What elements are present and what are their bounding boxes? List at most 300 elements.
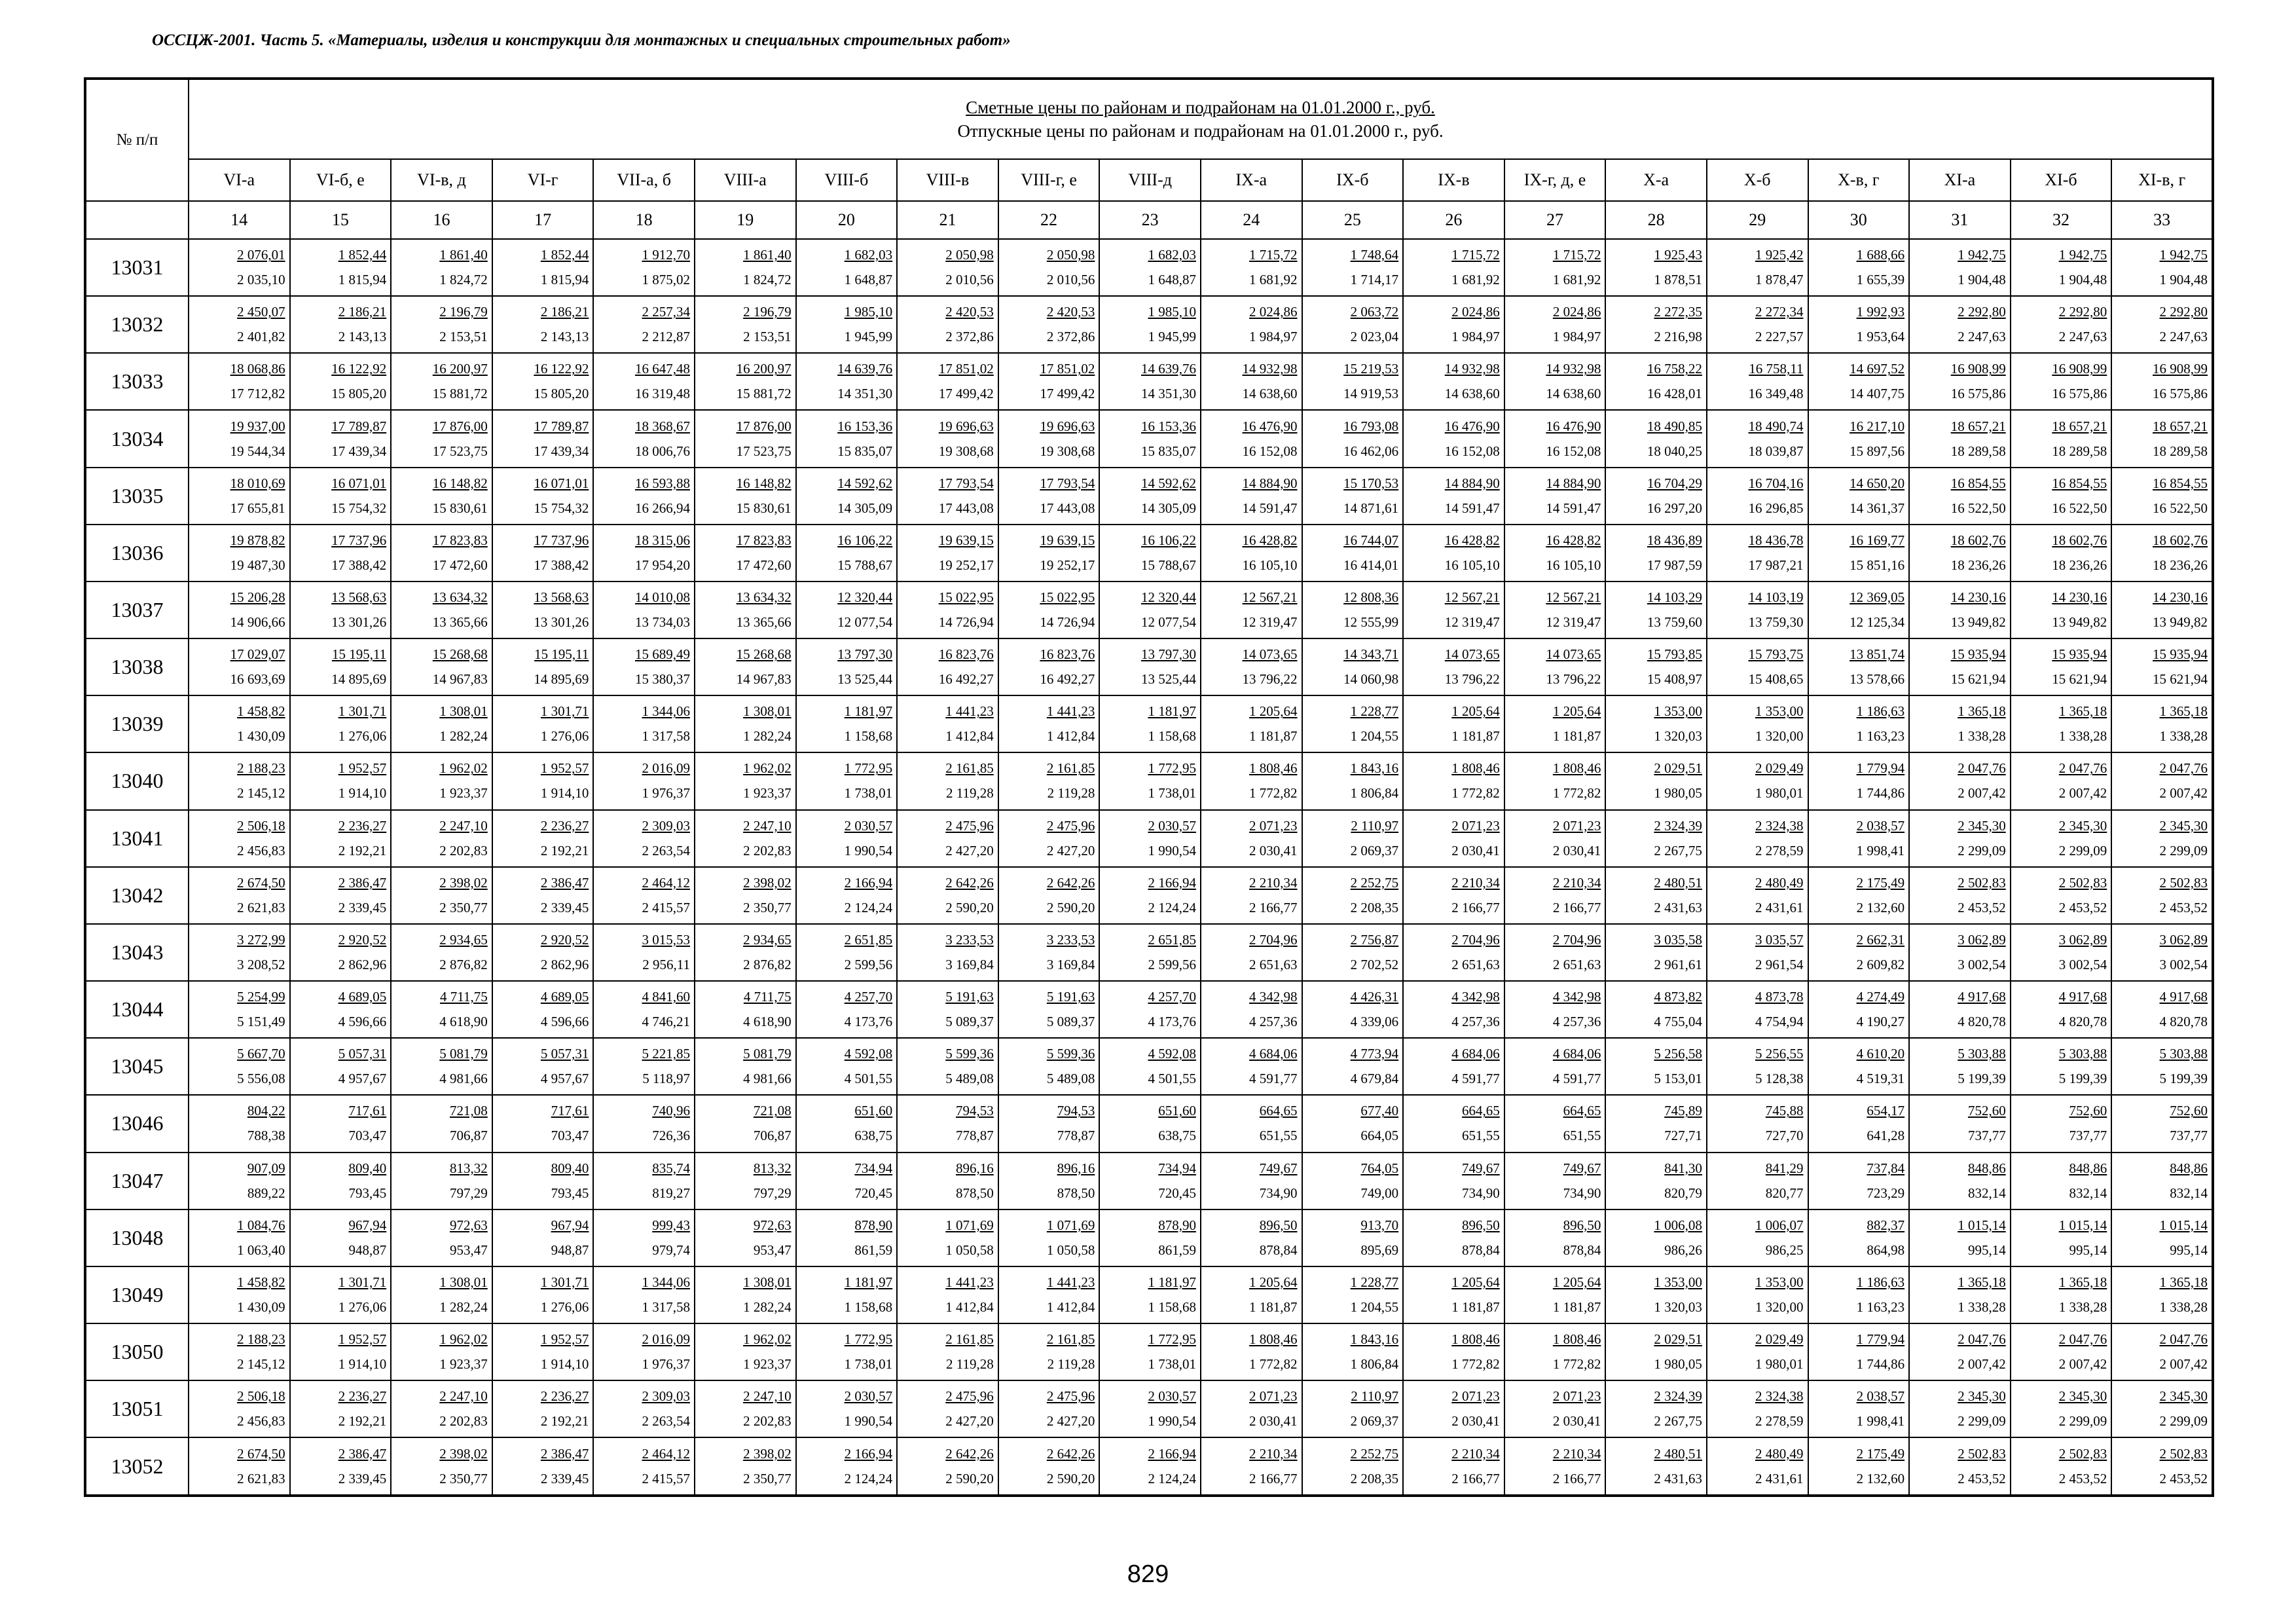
estimate-price: 2 166,94 <box>844 874 893 891</box>
price-cell <box>1909 1266 2011 1323</box>
release-price: 1 158,68 <box>1148 728 1196 745</box>
release-price: 995,14 <box>2069 1242 2107 1258</box>
price-cell <box>1605 296 1707 353</box>
price-cell <box>189 1038 290 1095</box>
price-cell <box>1605 525 1707 581</box>
release-price: 1 276,06 <box>338 728 387 745</box>
estimate-price: 2 166,94 <box>1148 874 1196 891</box>
price-cell <box>1201 239 1302 296</box>
price-cell <box>2111 581 2213 638</box>
column-number: 30 <box>1808 201 1910 239</box>
release-price: 2 166,77 <box>1451 899 1500 915</box>
estimate-price: 1 912,70 <box>642 247 690 263</box>
release-price: 17 987,59 <box>1647 557 1702 573</box>
release-price: 1 282,24 <box>743 1299 792 1315</box>
release-price: 16 575,86 <box>2052 386 2107 402</box>
release-price: 2 208,35 <box>1350 1470 1399 1486</box>
price-cell <box>1808 296 1910 353</box>
release-price: 15 835,07 <box>837 443 893 459</box>
release-price: 18 236,26 <box>2052 557 2107 573</box>
release-price: 2 427,20 <box>945 842 994 858</box>
price-cell <box>1403 695 1504 752</box>
release-price: 15 621,94 <box>1950 671 2006 688</box>
price-cell <box>1808 1038 1910 1095</box>
release-price: 2 132,60 <box>1856 1470 1905 1486</box>
price-cell <box>1302 638 1404 695</box>
price-cell <box>391 638 492 695</box>
price-cell <box>2111 1209 2213 1266</box>
price-cell <box>1099 581 1201 638</box>
estimate-price: 2 642,26 <box>945 1445 994 1462</box>
release-price: 1 824,72 <box>743 272 792 288</box>
release-price: 1 875,02 <box>642 272 690 288</box>
estimate-price: 1 962,02 <box>743 1331 792 1348</box>
price-cell <box>998 239 1100 296</box>
release-price: 16 575,86 <box>1950 386 2006 402</box>
estimate-price: 1 181,97 <box>844 703 893 720</box>
price-cell <box>796 525 898 581</box>
estimate-price: 14 884,90 <box>1444 475 1500 491</box>
price-cell <box>391 752 492 809</box>
price-cell <box>1302 810 1404 867</box>
release-price: 2 007,42 <box>1958 1356 2006 1373</box>
price-cell <box>391 981 492 1038</box>
estimate-price: 717,61 <box>551 1103 589 1119</box>
estimate-price: 2 920,52 <box>540 931 589 948</box>
estimate-price: 835,74 <box>652 1160 690 1176</box>
estimate-price: 2 475,96 <box>945 1388 994 1405</box>
price-cell <box>391 353 492 410</box>
release-price: 17 987,21 <box>1748 557 1804 573</box>
release-price: 2 030,41 <box>1249 1413 1298 1430</box>
price-cell <box>695 581 796 638</box>
release-price: 1 976,37 <box>642 1356 690 1373</box>
estimate-price: 16 744,07 <box>1343 532 1399 548</box>
price-cell <box>2111 1323 2213 1380</box>
release-price: 3 002,54 <box>1958 956 2006 972</box>
release-price: 17 443,08 <box>1040 500 1095 516</box>
price-cell <box>391 468 492 525</box>
price-cell <box>1099 1095 1201 1152</box>
price-cell <box>1403 1153 1504 1209</box>
price-cell <box>1605 1095 1707 1152</box>
column-number: 29 <box>1707 201 1808 239</box>
release-price: 17 499,42 <box>1040 386 1095 402</box>
estimate-price: 12 567,21 <box>1546 589 1601 606</box>
price-cell <box>391 581 492 638</box>
item-code: 13049 <box>85 1266 189 1323</box>
estimate-price: 2 050,98 <box>1046 247 1095 263</box>
release-price: 720,45 <box>1158 1185 1196 1201</box>
release-price: 15 805,20 <box>534 386 589 402</box>
estimate-price: 2 502,83 <box>1958 874 2006 891</box>
release-price: 1 953,64 <box>1856 329 1905 345</box>
price-cell <box>695 810 796 867</box>
estimate-price: 664,65 <box>1461 1103 1500 1119</box>
price-cell <box>897 752 998 809</box>
price-cell <box>1403 296 1504 353</box>
estimate-price: 745,89 <box>1664 1103 1702 1119</box>
release-price: 14 919,53 <box>1343 386 1399 402</box>
release-price: 1 158,68 <box>844 1299 893 1315</box>
release-price: 4 339,06 <box>1350 1014 1399 1030</box>
release-price: 2 453,52 <box>2159 899 2208 915</box>
column-number: 21 <box>897 201 998 239</box>
release-price: 2 143,13 <box>338 329 387 345</box>
release-price: 1 998,41 <box>1856 842 1905 858</box>
estimate-price: 16 428,82 <box>1444 532 1500 548</box>
estimate-price: 2 236,27 <box>540 1388 589 1405</box>
release-price: 14 895,69 <box>534 671 589 688</box>
estimate-price: 4 274,49 <box>1856 989 1905 1005</box>
price-cell <box>2111 1437 2213 1496</box>
release-price: 2 862,96 <box>338 956 387 972</box>
price-cell <box>695 695 796 752</box>
release-price: 2 208,35 <box>1350 899 1399 915</box>
table-row <box>85 1153 2213 1209</box>
estimate-price: 18 657,21 <box>1950 418 2006 434</box>
release-price: 832,14 <box>1967 1185 2006 1201</box>
estimate-price: 2 050,98 <box>945 247 994 263</box>
estimate-price: 2 161,85 <box>1046 760 1095 777</box>
price-cell <box>1504 239 1606 296</box>
release-price: 16 428,01 <box>1647 386 1702 402</box>
release-price: 737,77 <box>2069 1128 2107 1144</box>
release-price: 2 431,61 <box>1755 1470 1804 1486</box>
price-cell <box>1504 638 1606 695</box>
release-price: 4 190,27 <box>1856 1014 1905 1030</box>
price-cell <box>796 867 898 924</box>
estimate-price: 2 071,23 <box>1451 817 1500 834</box>
estimate-price: 1 353,00 <box>1755 703 1804 720</box>
price-cell <box>1099 1153 1201 1209</box>
item-code: 13034 <box>85 410 189 467</box>
release-price: 13 949,82 <box>2153 614 2208 631</box>
table-row <box>85 353 2213 410</box>
release-price: 703,47 <box>551 1128 589 1144</box>
price-cell <box>391 1380 492 1437</box>
price-cell <box>1808 410 1910 467</box>
district-header: VII-а, б <box>593 159 695 201</box>
estimate-price: 2 175,49 <box>1856 1445 1905 1462</box>
release-price: 651,55 <box>1563 1128 1601 1144</box>
release-price: 2 599,56 <box>1148 956 1196 972</box>
estimate-price: 16 908,99 <box>1950 361 2006 377</box>
price-cell <box>290 924 392 981</box>
price-cell <box>1201 410 1302 467</box>
estimate-price: 1 861,40 <box>743 247 792 263</box>
release-price: 1 412,84 <box>945 728 994 745</box>
price-cell <box>1201 1209 1302 1266</box>
estimate-price: 14 932,98 <box>1242 361 1298 377</box>
estimate-price: 18 602,76 <box>1950 532 2006 548</box>
estimate-price: 2 166,94 <box>844 1445 893 1462</box>
estimate-price: 13 797,30 <box>837 646 893 663</box>
release-price: 878,50 <box>1057 1185 1095 1201</box>
price-cell <box>1099 1209 1201 1266</box>
price-cell <box>391 239 492 296</box>
table-row <box>85 525 2213 581</box>
release-price: 14 726,94 <box>1040 614 1095 631</box>
page-number: 829 <box>1127 1560 1169 1588</box>
estimate-price: 1 772,95 <box>1148 1331 1196 1348</box>
estimate-price: 16 200,97 <box>736 361 792 377</box>
estimate-price: 1 301,71 <box>540 703 589 720</box>
price-cell <box>998 1437 1100 1496</box>
estimate-price: 717,61 <box>348 1103 387 1119</box>
estimate-price: 1 992,93 <box>1856 304 1905 320</box>
price-cell <box>897 867 998 924</box>
release-price: 1 430,09 <box>237 728 285 745</box>
estimate-price: 2 345,30 <box>2058 817 2107 834</box>
release-price: 2 119,28 <box>946 1356 994 1373</box>
estimate-price: 4 689,05 <box>540 989 589 1005</box>
estimate-price: 1 365,18 <box>2058 703 2107 720</box>
price-cell <box>391 695 492 752</box>
estimate-price: 848,86 <box>2170 1160 2208 1176</box>
release-price: 2 956,11 <box>642 956 690 972</box>
release-price: 1 738,01 <box>844 1356 893 1373</box>
release-price: 2 339,45 <box>338 1470 387 1486</box>
column-number: 24 <box>1201 201 1302 239</box>
release-price: 2 599,56 <box>844 956 893 972</box>
estimate-price: 1 952,57 <box>540 760 589 777</box>
release-price: 16 152,08 <box>1242 443 1298 459</box>
release-price: 986,25 <box>1765 1242 1804 1258</box>
price-cell <box>1201 981 1302 1038</box>
estimate-price: 14 073,65 <box>1242 646 1298 663</box>
price-cell <box>1201 924 1302 981</box>
estimate-price: 4 873,78 <box>1755 989 1804 1005</box>
price-cell <box>1707 1038 1808 1095</box>
release-price: 749,00 <box>1360 1185 1399 1201</box>
release-price: 14 060,98 <box>1343 671 1399 688</box>
district-header: VI-б, е <box>290 159 392 201</box>
district-header: VIII-а <box>695 159 796 201</box>
price-cell <box>1605 1266 1707 1323</box>
price-cell <box>1808 695 1910 752</box>
estimate-price: 1 365,18 <box>1958 1274 2006 1290</box>
release-price: 4 679,84 <box>1350 1071 1399 1087</box>
price-cell <box>897 468 998 525</box>
estimate-price: 5 191,63 <box>1046 989 1095 1005</box>
estimate-price: 913,70 <box>1360 1217 1399 1233</box>
release-price: 2 192,21 <box>338 842 387 858</box>
estimate-price: 2 024,86 <box>1552 304 1601 320</box>
price-cell <box>2111 239 2213 296</box>
release-price: 17 439,34 <box>331 443 387 459</box>
price-cell <box>1707 810 1808 867</box>
estimate-price: 16 153,36 <box>1140 418 1196 434</box>
estimate-price: 841,29 <box>1765 1160 1804 1176</box>
estimate-price: 14 230,16 <box>2052 589 2107 606</box>
release-price: 2 023,04 <box>1350 329 1399 345</box>
release-price: 4 257,36 <box>1249 1014 1298 1030</box>
estimate-price: 1 808,46 <box>1249 1331 1298 1348</box>
item-code: 13046 <box>85 1095 189 1152</box>
estimate-price: 2 038,57 <box>1856 817 1905 834</box>
price-cell <box>897 1038 998 1095</box>
price-cell <box>1302 296 1404 353</box>
price-cell <box>897 1380 998 1437</box>
estimate-price: 813,32 <box>450 1160 488 1176</box>
release-price: 2 350,77 <box>439 1470 488 1486</box>
release-price: 2 350,77 <box>743 1470 792 1486</box>
estimate-price: 17 876,00 <box>432 418 488 434</box>
price-cell <box>189 1380 290 1437</box>
estimate-price: 745,88 <box>1765 1103 1804 1119</box>
price-cell <box>1403 1266 1504 1323</box>
release-price: 2 350,77 <box>743 899 792 915</box>
estimate-price: 2 480,51 <box>1654 874 1702 891</box>
release-price: 2 431,61 <box>1755 899 1804 915</box>
estimate-price: 878,90 <box>1158 1217 1196 1233</box>
price-cell <box>1302 1209 1404 1266</box>
release-price: 14 638,60 <box>1444 386 1500 402</box>
estimate-price: 752,60 <box>2069 1103 2107 1119</box>
estimate-price: 2 674,50 <box>237 874 285 891</box>
estimate-price: 734,94 <box>854 1160 893 1176</box>
price-cell <box>492 867 594 924</box>
estimate-price: 3 015,53 <box>642 931 690 948</box>
estimate-price: 1 015,14 <box>2159 1217 2208 1233</box>
release-price: 13 796,22 <box>1546 671 1601 688</box>
estimate-price: 752,60 <box>1967 1103 2006 1119</box>
table-row <box>85 1437 2213 1496</box>
estimate-price: 4 917,68 <box>2159 989 2208 1005</box>
estimate-price: 2 272,35 <box>1654 304 1702 320</box>
release-price: 4 746,21 <box>642 1014 690 1030</box>
estimate-price: 2 506,18 <box>237 1388 285 1405</box>
estimate-price: 999,43 <box>652 1217 690 1233</box>
estimate-price: 12 320,44 <box>1140 589 1196 606</box>
estimate-price: 15 793,85 <box>1647 646 1702 663</box>
release-price: 4 257,36 <box>1451 1014 1500 1030</box>
price-cell <box>998 867 1100 924</box>
release-price: 2 278,59 <box>1755 842 1804 858</box>
release-price: 651,55 <box>1461 1128 1500 1144</box>
release-price: 18 289,58 <box>2052 443 2107 459</box>
price-cell <box>796 353 898 410</box>
release-price: 1 815,94 <box>338 272 387 288</box>
estimate-price: 734,94 <box>1158 1160 1196 1176</box>
release-price: 2 202,83 <box>743 842 792 858</box>
release-price: 2 590,20 <box>945 899 994 915</box>
price-cell <box>1605 1038 1707 1095</box>
estimate-price: 2 161,85 <box>1046 1331 1095 1348</box>
release-price: 4 755,04 <box>1654 1014 1702 1030</box>
release-price: 2 263,54 <box>642 1413 690 1430</box>
price-cell <box>391 410 492 467</box>
release-price: 2 202,83 <box>743 1413 792 1430</box>
estimate-price: 721,08 <box>450 1103 488 1119</box>
estimate-price: 16 148,82 <box>736 475 792 491</box>
release-price: 861,59 <box>1158 1242 1196 1258</box>
estimate-price: 4 773,94 <box>1350 1046 1399 1062</box>
release-price: 2 166,77 <box>1552 899 1601 915</box>
price-cell <box>796 410 898 467</box>
release-price: 1 648,87 <box>1148 272 1196 288</box>
running-header: ОССЦЖ-2001. Часть 5. «Материалы, изделия и конструкции для монтажных и специальных строительных работ» <box>152 31 1011 49</box>
estimate-price: 1 682,03 <box>844 247 893 263</box>
estimate-price: 794,53 <box>1057 1103 1095 1119</box>
release-price: 16 105,10 <box>1444 557 1500 573</box>
price-cell <box>1909 581 2011 638</box>
estimate-price: 1 301,71 <box>540 1274 589 1290</box>
estimate-price: 2 196,79 <box>439 304 488 320</box>
price-cell <box>998 1209 1100 1266</box>
release-price: 1 430,09 <box>237 1299 285 1315</box>
price-cell <box>695 1209 796 1266</box>
release-price: 878,84 <box>1563 1242 1601 1258</box>
estimate-price: 2 161,85 <box>945 1331 994 1348</box>
price-cell <box>1201 1153 1302 1209</box>
estimate-price: 1 353,00 <box>1654 703 1702 720</box>
table-row <box>85 410 2213 467</box>
estimate-price: 1 353,00 <box>1654 1274 1702 1290</box>
release-price: 17 954,20 <box>634 557 690 573</box>
release-price: 16 492,27 <box>1040 671 1095 688</box>
price-cell <box>1201 1095 1302 1152</box>
release-price: 5 151,49 <box>237 1014 285 1030</box>
price-cell <box>1909 867 2011 924</box>
table-row <box>85 239 2213 296</box>
item-code: 13051 <box>85 1380 189 1437</box>
caption-estimate-prices: Сметные цены по районам и подрайонам на 01.01.2000 г., руб. <box>966 97 1435 117</box>
price-cell <box>391 525 492 581</box>
price-cell <box>796 468 898 525</box>
release-price: 2 415,57 <box>642 899 690 915</box>
price-cell <box>1099 810 1201 867</box>
price-cell <box>2011 581 2112 638</box>
estimate-price: 13 851,74 <box>1850 646 1905 663</box>
release-price: 641,28 <box>1867 1128 1905 1144</box>
estimate-price: 18 315,06 <box>634 532 690 548</box>
caption-row <box>85 79 2213 159</box>
release-price: 2 453,52 <box>1958 899 2006 915</box>
release-price: 1 276,06 <box>540 1299 589 1315</box>
price-cell <box>796 638 898 695</box>
price-cell <box>1099 638 1201 695</box>
price-cell <box>492 239 594 296</box>
price-cell <box>2011 810 2112 867</box>
price-cell <box>1302 468 1404 525</box>
estimate-price: 2 502,83 <box>2058 874 2107 891</box>
price-cell <box>1504 581 1606 638</box>
estimate-price: 2 292,80 <box>2058 304 2107 320</box>
price-cell <box>1201 525 1302 581</box>
release-price: 13 301,26 <box>331 614 387 631</box>
estimate-price: 2 502,83 <box>1958 1445 2006 1462</box>
price-cell <box>492 752 594 809</box>
price-cell <box>695 752 796 809</box>
price-cell <box>189 410 290 467</box>
price-cell <box>695 296 796 353</box>
price-cell <box>2011 410 2112 467</box>
price-cell <box>998 296 1100 353</box>
release-price: 18 040,25 <box>1647 443 1702 459</box>
price-cell <box>1099 752 1201 809</box>
release-price: 16 105,10 <box>1546 557 1601 573</box>
estimate-price: 2 420,53 <box>1046 304 1095 320</box>
price-cell <box>1707 353 1808 410</box>
estimate-price: 2 502,83 <box>2159 1445 2208 1462</box>
price-cell <box>189 525 290 581</box>
estimate-price: 15 689,49 <box>634 646 690 663</box>
price-table <box>84 77 2214 1497</box>
estimate-price: 4 689,05 <box>338 989 387 1005</box>
estimate-price: 1 071,69 <box>945 1217 994 1233</box>
